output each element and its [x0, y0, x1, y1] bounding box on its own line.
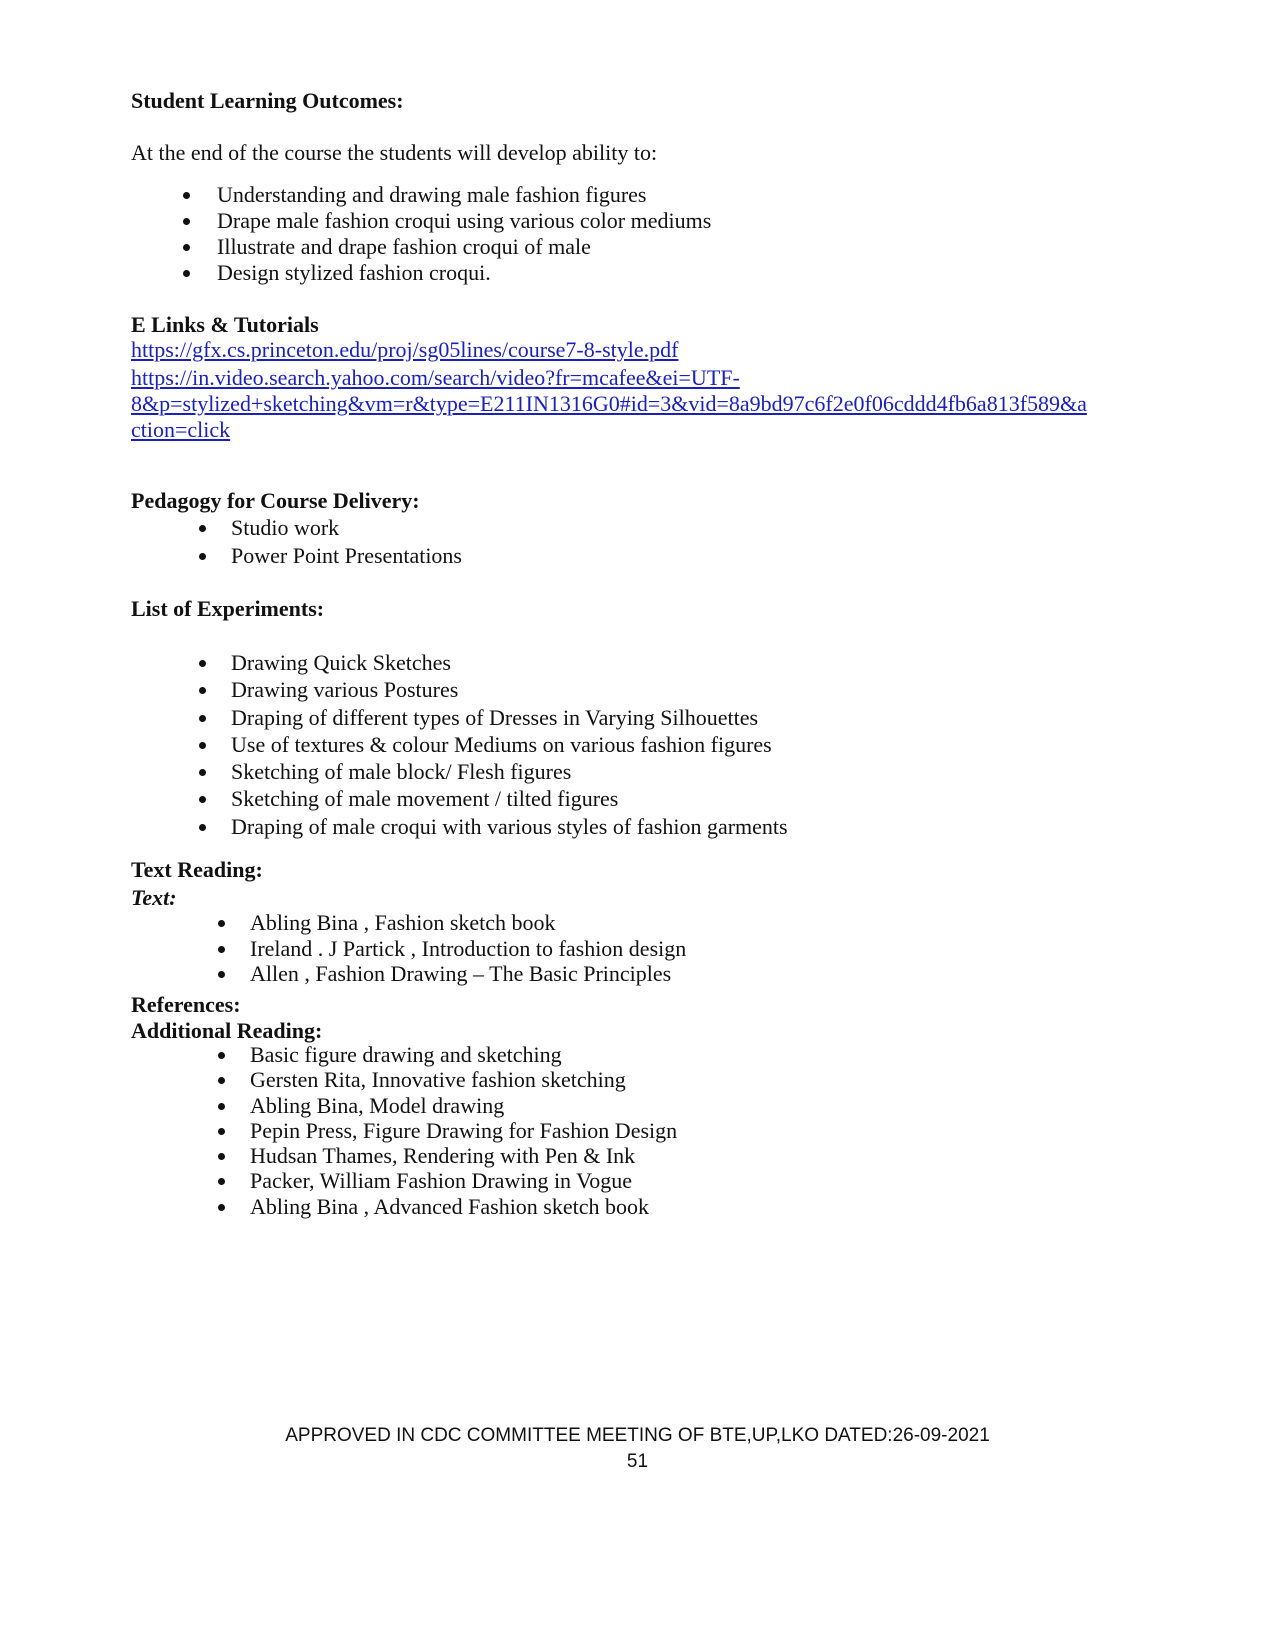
document-page: Student Learning Outcomes: At the end of the course the students will develop ability to: Understanding and drawing male fashion figures Drape male fashion croqui using various color mediums Illustrate and drape fashion croqui of male Design stylized fashion croqui. E Links & Tutorials https://gfx.cs.princeton.edu/proj/sg05lines/course7-8-style.pdf https://in.video.search.yahoo.com/search/video?fr=mcafee&ei=UTF- 8&p=stylized+sketching&vm=r&type=E211IN1316G0#id=3&vid=8a9bd97c6f2e0f06cddd4fb6a813f589&a ction=click Pedagogy for Course Delivery: Studio work Power Point Presentations List of Experiments: Drawing Quick Sketches Drawing various Postures Draping of different types of Dresses in Varying Silhouettes Use of textures & colour Mediums on various fashion figures Sketching of male block/ Flesh figures Sketching of male movement / tilted figures Draping of male croqui with various styles of fashion garments Text Reading: Text: Abling Bina , Fashion sketch book Ireland . J Partick , Introduction to fashion design Allen , Fashion Drawing – The Basic Principles References: Additional Reading: Basic figure drawing and sketching Gersten Rita, Innovative fashion sketching Abling Bina, Model drawing Pepin Press, Figure Drawing for Fashion Design Hudsan Thames, Rendering with Pen & Ink Packer, William Fashion Drawing in Vogue Abling Bina , Advanced Fashion sketch book APPROVED IN CDC COMMITTEE MEETING OF BTE,UP,LKO DATED:26-09-2021 51: [0, 0, 1275, 1651]
bullet-icon: [218, 971, 225, 978]
pedagogy-heading: Pedagogy for Course Delivery:: [131, 488, 420, 513]
bullet-icon: [199, 525, 206, 532]
bullet-icon: [199, 687, 206, 694]
bullet-icon: [218, 1077, 225, 1084]
elinks-heading: E Links & Tutorials: [131, 312, 319, 337]
yahoo-link-line-3[interactable]: ction=click: [131, 417, 231, 442]
slo-intro: At the end of the course the students will develop ability to:: [131, 140, 658, 165]
bullet-icon: [199, 715, 206, 722]
bullet-icon: [199, 769, 206, 776]
bullet-icon: [218, 1128, 225, 1135]
bullet-icon: [218, 1204, 225, 1211]
bullet-icon: [183, 244, 190, 251]
bullet-icon: [218, 1178, 225, 1185]
bullet-icon: [199, 553, 206, 560]
page-number: 51: [626, 1451, 649, 1472]
slo-heading: Student Learning Outcomes:: [131, 88, 404, 113]
text-subheading: Text:: [131, 885, 177, 910]
yahoo-link-line-2[interactable]: 8&p=stylized+sketching&vm=r&type=E211IN1316G0#id=3&vid=8a9bd97c6f2e0f06cddd4fb6a813f589&a: [131, 391, 1087, 416]
text-reading-heading: Text Reading:: [131, 857, 263, 882]
bullet-icon: [183, 218, 190, 225]
bullet-icon: [183, 270, 190, 277]
approval-footer: APPROVED IN CDC COMMITTEE MEETING OF BTE,UP,LKO DATED:26-09-2021: [285, 1425, 990, 1446]
additional-reading-heading: Additional Reading:: [131, 1018, 323, 1043]
bullet-icon: [199, 742, 206, 749]
bullet-icon: [218, 1052, 225, 1059]
bullet-icon: [218, 946, 225, 953]
bullet-icon: [199, 796, 206, 803]
princeton-link[interactable]: https://gfx.cs.princeton.edu/proj/sg05lines/course7-8-style.pdf: [131, 337, 679, 362]
bullet-icon: [218, 920, 225, 927]
bullet-icon: [199, 824, 206, 831]
experiments-heading: List of Experiments:: [131, 596, 325, 621]
references-heading: References:: [131, 992, 241, 1017]
bullet-icon: [199, 660, 206, 667]
bullet-icon: [218, 1103, 225, 1110]
yahoo-link-line-1[interactable]: https://in.video.search.yahoo.com/search/video?fr=mcafee&ei=UTF-: [131, 365, 740, 390]
bullet-icon: [218, 1153, 225, 1160]
bullet-icon: [183, 192, 190, 199]
